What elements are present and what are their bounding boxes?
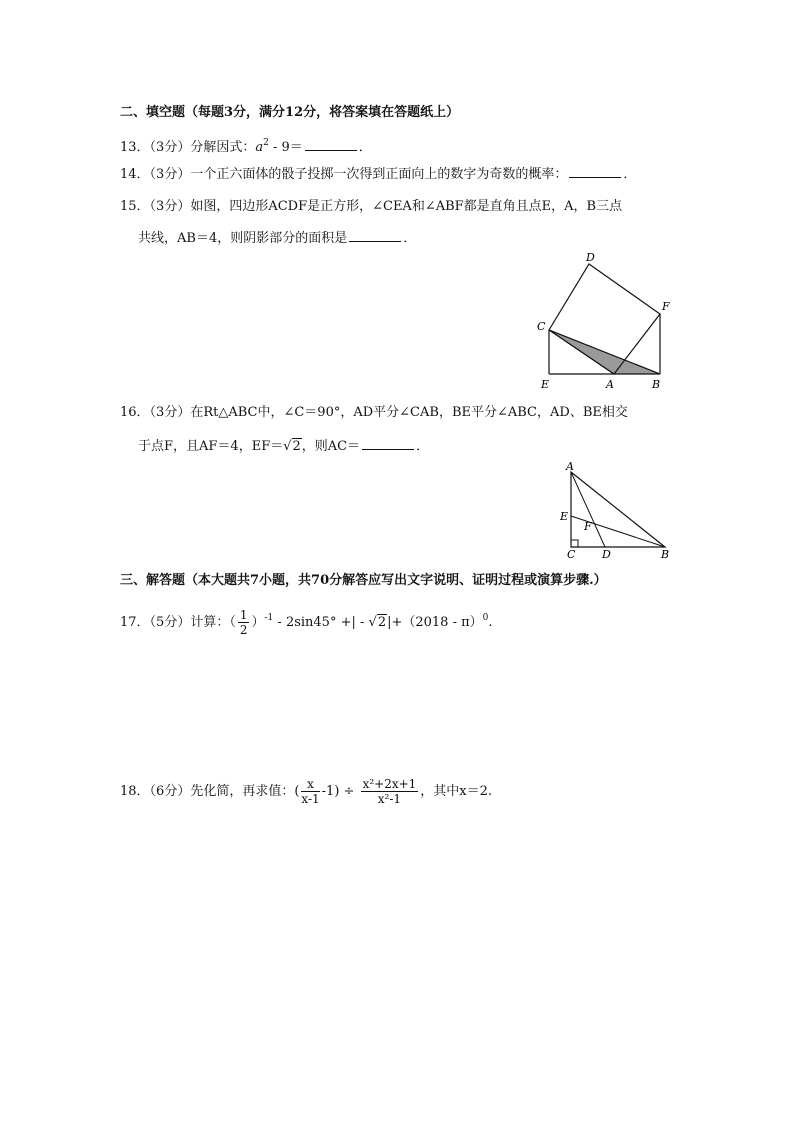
fraction-one-half: $\frac{1}{2}$ (239, 608, 248, 637)
answer-blank-15[interactable] (349, 229, 401, 242)
question-18: 18．（6分）先化简，再求值：( $\frac{x}{x-1}$ -1) ÷ $\frac{\text{x²+2x+1}}{\text{x²-1}}$ ，其中x＝2. (120, 777, 493, 806)
right-angle-mark (571, 540, 578, 547)
question-13: 13．（3分）分解因式：$a^2 - 9=$ ． (120, 138, 372, 155)
label-a: A (566, 460, 574, 473)
fraction-quadratic: $\frac{\text{x²+2x+1}}{\text{x²-1}}$ (362, 777, 417, 806)
answer-blank-14[interactable] (569, 165, 621, 178)
label-d: D (602, 548, 611, 561)
q16-triangle-figure (555, 460, 680, 562)
question-15-line-1: 15．（3分）如图，四边形ACDF是正方形，∠CEA和∠ABF都是直角且点E，A，B三点 (120, 199, 623, 214)
triangle-abc (571, 472, 665, 547)
label-f: F (662, 300, 670, 313)
question-14: 14．（3分）一个正六面体的骰子投掷一次得到正面向上的数字为奇数的概率： ． (120, 167, 637, 182)
q15-square-figure (530, 252, 680, 394)
answer-blank-16[interactable] (362, 437, 414, 450)
label-c: C (537, 320, 546, 333)
question-15-line-2: 共线，AB＝4，则阴影部分的面积是 ． (138, 231, 417, 246)
label-e: E (541, 378, 550, 391)
label-a: A (606, 378, 614, 391)
fraction-x-over-x-minus-1: $\frac{x}{x-1}$ (301, 777, 320, 806)
segment-ad (571, 472, 605, 547)
question-17: 17．（5分）计算：（ $\frac{1}{2}$ ）$^{-1}$ - 2sin45° +| - √2|+（2018 - π）$^0$. (120, 608, 493, 637)
label-e: E (560, 510, 569, 523)
answer-blank-13[interactable] (305, 138, 357, 151)
label-f: F (584, 520, 592, 533)
section-2-heading: 二、填空题（每题3分，满分12分，将答案填在答题纸上） (120, 105, 460, 120)
label-b: B (652, 378, 661, 391)
label-d: D (586, 252, 595, 264)
section-3-heading: 三、解答题（本大题共7小题，共70分解答应写出文字说明、证明过程或演算步骤.） (120, 573, 607, 588)
question-16-line-2: 于点F，且AF＝4，EF＝√2，则AC＝ ． (138, 439, 430, 454)
label-c: C (567, 548, 576, 561)
label-b: B (661, 548, 670, 561)
question-16-line-1: 16．（3分）在Rt△ABC中，∠C＝90°，AD平分∠CAB，BE平分∠ABC，AD、BE相交 (120, 405, 628, 420)
